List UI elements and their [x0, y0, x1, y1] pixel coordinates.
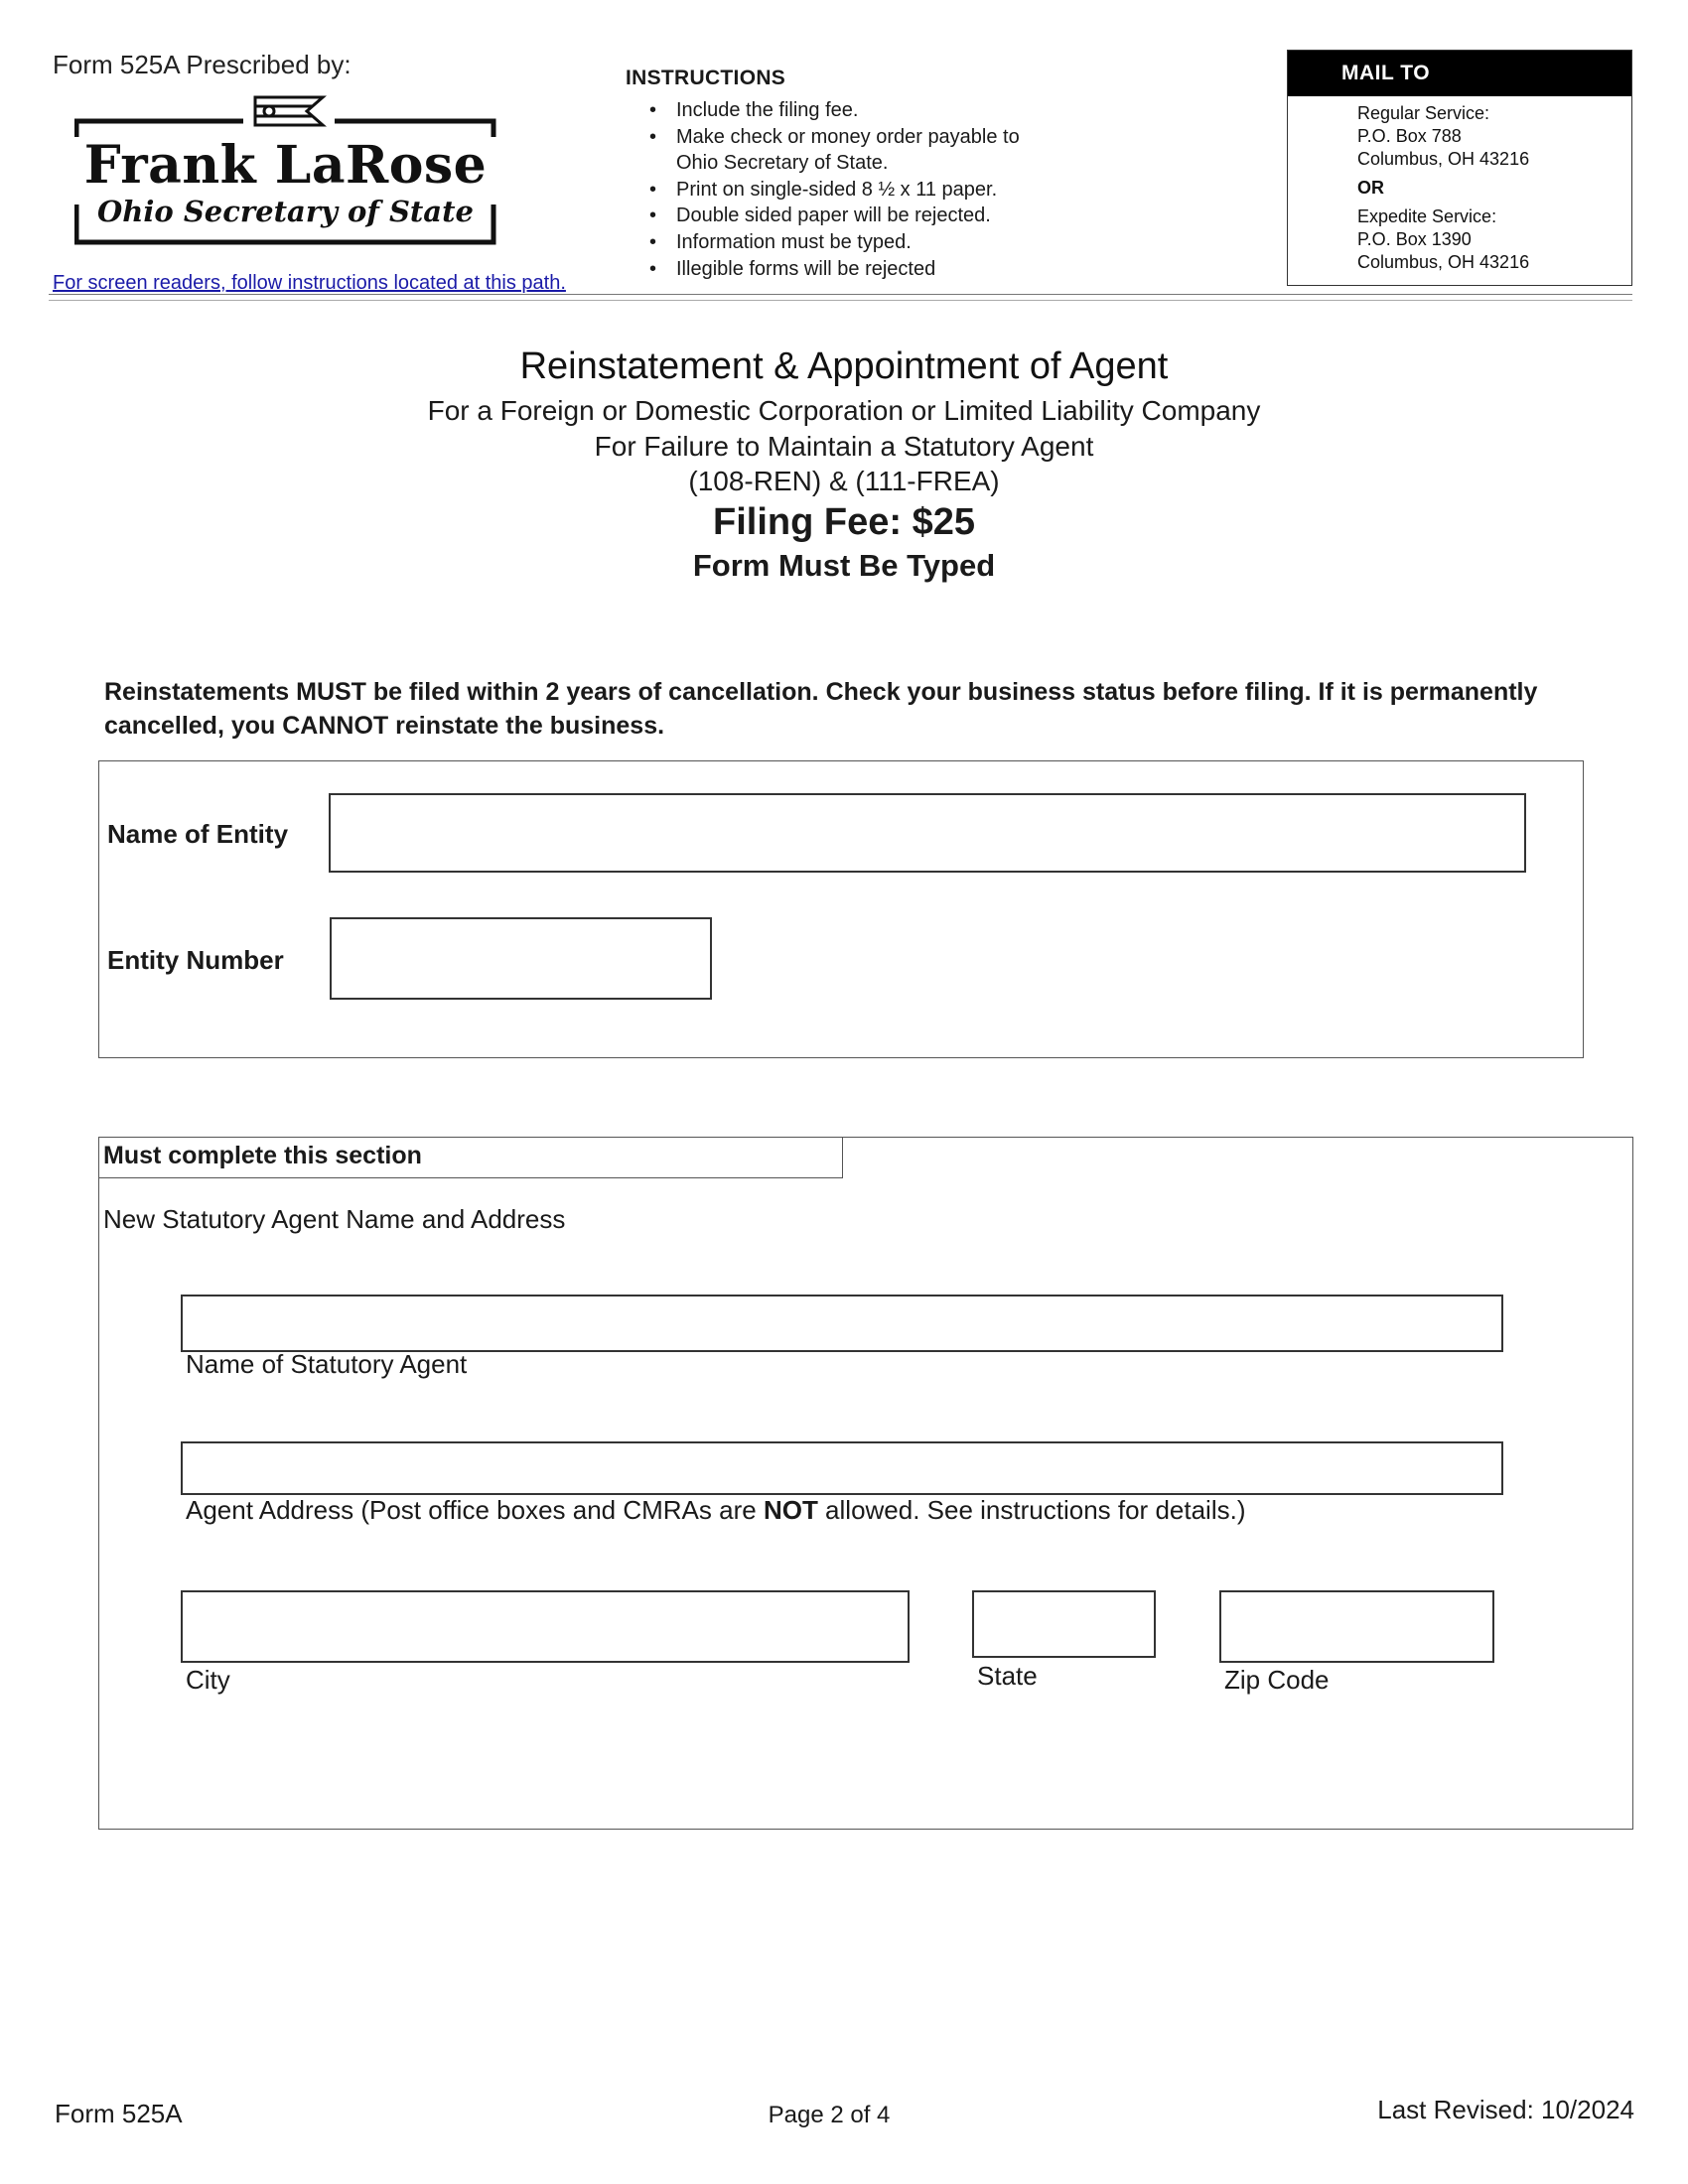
regular-service-city: Columbus, OH 43216: [1357, 149, 1530, 169]
entity-number-field[interactable]: [330, 917, 712, 1000]
logo-name: Frank LaRose: [83, 135, 488, 196]
agent-name-field[interactable]: [181, 1295, 1503, 1352]
header-divider: [49, 300, 1632, 301]
agent-address-label-text: allowed. See instructions for details.): [817, 1495, 1246, 1525]
instruction-item: • Double sided paper will be rejected.: [635, 203, 1102, 229]
agent-state-field[interactable]: [972, 1590, 1156, 1658]
instruction-item-continuation: Ohio Secretary of State.: [676, 152, 889, 175]
form-title: Reinstatement & Appointment of Agent: [519, 345, 1169, 387]
mail-to-heading: MAIL TO: [1288, 51, 1631, 96]
agent-address-label-emphasis: NOT: [763, 1495, 818, 1525]
agent-address-field[interactable]: [181, 1441, 1503, 1495]
mail-to-box: [1287, 50, 1632, 286]
agent-name-label: Name of Statutory Agent: [186, 1349, 468, 1379]
logo-subtitle: Ohio Secretary of State: [97, 195, 474, 228]
instruction-item: • Information must be typed.: [635, 229, 1102, 256]
form-must-be-typed: Form Must Be Typed: [692, 548, 996, 583]
expedite-service-label: Expedite Service:: [1357, 206, 1497, 226]
entity-section: [98, 760, 1584, 1058]
screen-reader-link[interactable]: For screen readers, follow instructions located at this path.: [53, 272, 566, 294]
instruction-item: • Make check or money order payable to: [635, 124, 1102, 151]
agent-section-intro: New Statutory Agent Name and Address: [103, 1204, 566, 1234]
entity-name-label: Name of Entity: [107, 819, 289, 849]
prescribed-by-text: Form 525A Prescribed by:: [53, 50, 352, 79]
footer-page-number: Page 2 of 4: [768, 2102, 891, 2128]
agent-zip-label: Zip Code: [1224, 1665, 1330, 1695]
entity-name-field[interactable]: [329, 793, 1526, 873]
agent-city-label: City: [186, 1665, 230, 1695]
instruction-item: • Illegible forms will be rejected: [635, 256, 1102, 283]
agent-address-label-text: Agent Address (Post office boxes and CMRAs are: [186, 1495, 764, 1525]
instructions-title: INSTRUCTIONS: [626, 67, 786, 89]
agent-city-field[interactable]: [181, 1590, 910, 1663]
filing-fee: Filing Fee: $25: [713, 501, 975, 543]
form-codes: (108-REN) & (111-FREA): [688, 466, 1000, 496]
agent-zip-field[interactable]: [1219, 1590, 1494, 1663]
entity-number-label: Entity Number: [107, 945, 284, 975]
agent-state-label: State: [977, 1661, 1038, 1691]
form-subtitle: For a Foreign or Domestic Corporation or Limited Liability Company: [427, 395, 1261, 426]
secretary-of-state-logo: [74, 91, 496, 250]
regular-service-box: P.O. Box 788: [1357, 126, 1462, 146]
mail-or-text: OR: [1357, 178, 1384, 198]
expedite-service-box: P.O. Box 1390: [1357, 229, 1472, 249]
footer-form-id: Form 525A: [55, 2099, 183, 2128]
expedite-service-city: Columbus, OH 43216: [1357, 252, 1530, 272]
header-divider: [49, 294, 1632, 295]
must-complete-heading: Must complete this section: [98, 1137, 843, 1178]
instruction-item: • Include the filing fee.: [635, 97, 1102, 124]
instruction-item: • Print on single-sided 8 ½ x 11 paper.: [635, 177, 1102, 204]
footer-revised-date: Last Revised: 10/2024: [1377, 2095, 1634, 2124]
agent-address-label: [186, 1495, 1245, 1526]
form-subtitle: For Failure to Maintain a Statutory Agent: [594, 431, 1094, 462]
statutory-agent-section: [98, 1137, 1633, 1830]
regular-service-label: Regular Service:: [1357, 103, 1490, 123]
instructions-list: [635, 97, 1102, 282]
reinstatement-notice: Reinstatements MUST be filed within 2 years of cancellation. Check your business status before filing. If it is permanently cancelled, you CANNOT reinstate the business.: [104, 678, 1538, 740]
